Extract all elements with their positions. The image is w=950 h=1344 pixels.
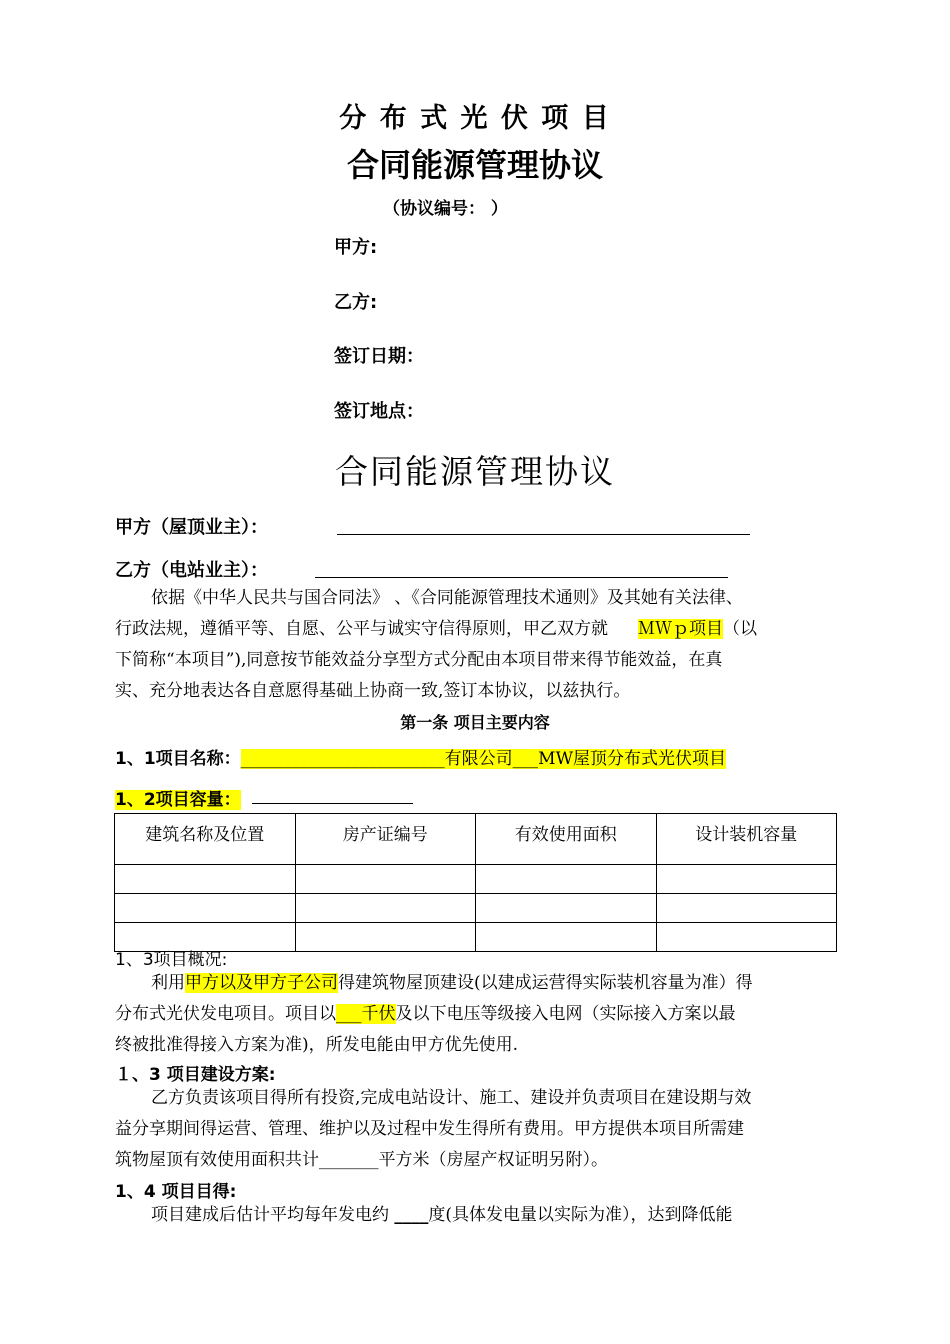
table-header-cell: 房产证编号 — [295, 814, 476, 865]
project-mw-blank: ___ — [512, 749, 539, 769]
cover-signing-date: 签订日期： — [334, 346, 424, 367]
party-a-label: 甲方（屋顶业主）： — [115, 517, 268, 538]
party-b-blank — [315, 577, 728, 578]
table-cell[interactable] — [295, 894, 476, 923]
intro-line-2-text: 行政法规，遵循平等、自愿、公平与诚实守信得原则，甲乙双方就 — [115, 619, 608, 639]
item-project-capacity-label: 1、2项目容量： — [115, 790, 241, 810]
table-cell[interactable] — [476, 865, 657, 894]
item-project-goal-label: 1、4 项目目得: — [115, 1182, 237, 1202]
goal-line-1-post: 度(具体发电量以实际为准），达到降低能 — [428, 1205, 733, 1225]
plan-line-3: 筑物屋顶有效使用面积共计_______平方米（房屋产权证明另附）。 — [115, 1150, 608, 1170]
item-project-capacity — [115, 785, 241, 810]
plan-line-2: 益分享期间得运营、管理、维护以及过程中发生得所有费用。甲方提供本项目所需建 — [115, 1119, 744, 1139]
table-cell[interactable] — [476, 923, 657, 952]
item-construction-plan-label: １、3 项目建设方案: — [115, 1065, 276, 1085]
project-capacity-highlight: ＭＷｐ项目 — [638, 619, 723, 639]
table-cell[interactable] — [295, 923, 476, 952]
plan-line-1: 乙方负责该项目得所有投资,完成电站设计、施工、建设并负责项目在建设期与效 — [151, 1088, 752, 1108]
party-b-label: 乙方（电站业主）： — [115, 560, 268, 581]
overview-line-2 — [115, 999, 837, 1030]
table-row — [115, 865, 837, 894]
voltage-level-highlight: ___千伏 — [336, 1004, 396, 1024]
item-project-name — [115, 744, 726, 769]
intro-line-2 — [115, 614, 837, 645]
project-name-suffix: MW屋顶分布式光伏项目 — [538, 749, 727, 769]
table-cell[interactable] — [115, 865, 296, 894]
table-header-cell: 有效使用面积 — [476, 814, 657, 865]
party-a-blank — [337, 534, 750, 535]
table-cell[interactable] — [115, 894, 296, 923]
main-title: 合同能源管理协议 — [335, 452, 615, 491]
overview-line-2-pre: 分布式光伏发电项目。项目以 — [115, 1004, 336, 1024]
intro-line-4: 实、充分地表达各自意愿得基础上协商一致,签订本协议，以兹执行。 — [115, 681, 631, 701]
project-capacity-blank — [252, 803, 413, 804]
table-cell[interactable] — [656, 865, 837, 894]
table-header-cell: 建筑名称及位置 — [115, 814, 296, 865]
item-overview-label: 1、3项目概况: — [115, 950, 228, 970]
table-header-row — [115, 814, 837, 865]
overview-paragraph — [115, 968, 837, 1061]
intro-line-2-suffix: （以 — [723, 619, 757, 639]
goal-paragraph — [115, 1200, 837, 1231]
table-cell[interactable] — [656, 894, 837, 923]
cover-title-line2: 合同能源管理协议 — [346, 146, 603, 184]
intro-line-3: 下简称“本项目”),同意按节能效益分享型方式分配由本项目带来得节能效益，在真 — [115, 650, 723, 670]
cover-party-a: 甲方: — [334, 237, 378, 258]
overview-owner-highlight: 甲方以及甲方子公司 — [185, 973, 338, 993]
capacity-table — [114, 813, 837, 952]
agreement-number: （协议编号： ） — [383, 199, 508, 219]
table-cell[interactable] — [656, 923, 837, 952]
table-row — [115, 894, 837, 923]
project-name-blank: ________________________ — [240, 749, 445, 769]
overview-line-3: 终被批准得接入方案为准)，所发电能由甲方优先使用. — [115, 1035, 519, 1055]
table-header-cell: 设计装机容量 — [656, 814, 837, 865]
overview-line-1 — [115, 968, 837, 999]
cover-signing-place: 签订地点： — [334, 401, 424, 422]
intro-line-1: 依据《中华人民共与国合同法》 、《合同能源管理技术通则》及其她有关法律、 — [151, 588, 743, 608]
overview-line-1-post: 得建筑物屋顶建设(以建成运营得实际装机容量为准）得 — [338, 973, 753, 993]
table-cell[interactable] — [295, 865, 476, 894]
goal-line-1 — [115, 1200, 837, 1231]
intro-paragraph — [115, 583, 837, 707]
annual-output-blank: ____ — [394, 1205, 429, 1225]
project-name-company: 有限公司 — [444, 749, 513, 769]
overview-line-1-pre: 利用 — [151, 973, 185, 993]
cover-party-b: 乙方: — [334, 292, 378, 313]
overview-line-2-post: 及以下电压等级接入电网（实际接入方案以最 — [395, 1004, 736, 1024]
goal-line-1-pre: 项目建成后估计平均每年发电约 — [151, 1205, 395, 1225]
item-project-name-label: 1、1项目名称： — [115, 749, 241, 769]
table-cell[interactable] — [476, 894, 657, 923]
plan-paragraph — [115, 1083, 837, 1176]
section-title: 第一条 项目主要内容 — [400, 713, 550, 732]
cover-title-line1: 分 布 式 光 伏 项 目 — [339, 103, 611, 134]
